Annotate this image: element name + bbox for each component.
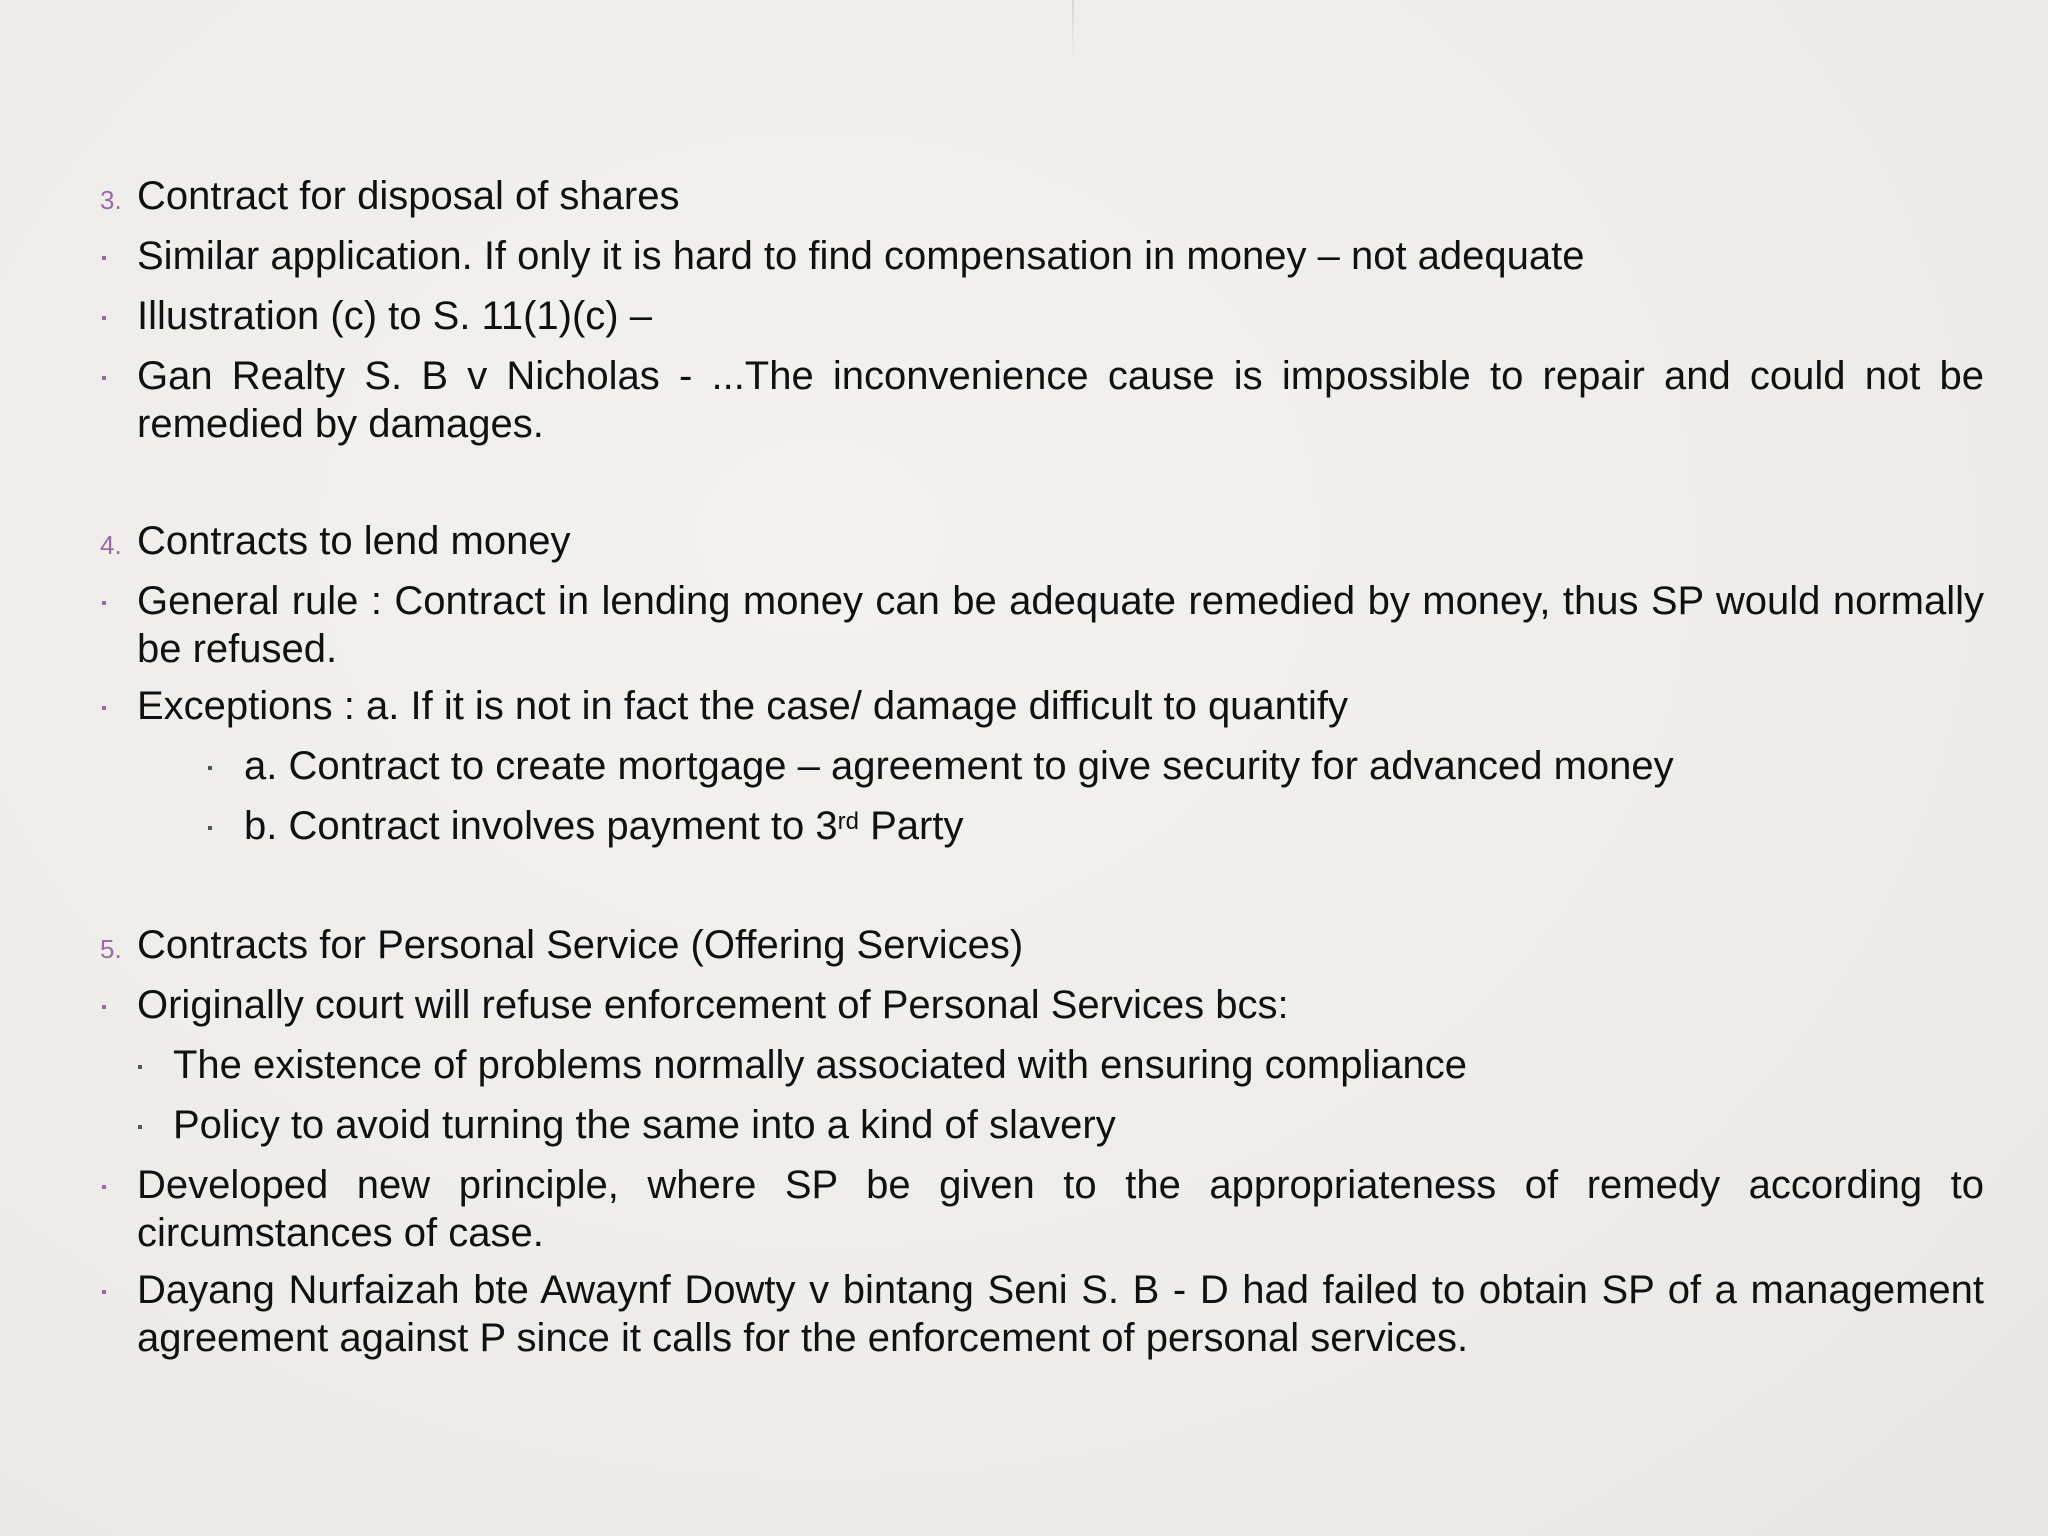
bullet-icon <box>102 706 106 710</box>
bullet-icon <box>102 256 106 260</box>
section-title: Contracts for Personal Service (Offering Services) <box>137 923 1024 967</box>
list-number: 4. <box>100 530 122 560</box>
bullet-text: Exceptions : a. If it is not in fact the case/ damage difficult to quantify <box>137 684 1349 728</box>
sub-bullet-icon <box>208 826 212 830</box>
bullet-text: Originally court will refuse enforcement of Personal Services bcs: <box>137 983 1289 1027</box>
sub-bullet-icon <box>138 1125 142 1129</box>
bullet-icon <box>102 1290 106 1294</box>
sub-bullet-main: b. Contract involves payment to 3 <box>244 804 838 848</box>
sub-bullet-text: a. Contract to create mortgage – agreement to give security for advanced money <box>244 744 1674 788</box>
bullet-text: Similar application. If only it is hard to find compensation in money – not adequate <box>137 234 1585 278</box>
sub-bullet-text <box>244 802 963 850</box>
list-number: 5. <box>100 934 122 964</box>
paper-crease <box>1072 0 1074 60</box>
bullet-text: Dayang Nurfaizah bte Awaynf Dowty v bintang Seni S. B - D had failed to obtain SP of a management agreement against P since it calls for the enforcement of personal services. <box>137 1268 1984 1360</box>
sub-bullet-text: The existence of problems normally associated with ensuring compliance <box>173 1043 1467 1087</box>
sub-bullet-icon <box>208 766 212 770</box>
ordinal-superscript: rd <box>837 808 859 835</box>
bullet-icon <box>102 1005 106 1009</box>
bullet-icon <box>102 1185 106 1189</box>
section-title: Contract for disposal of shares <box>137 174 680 218</box>
list-number: 3. <box>100 185 122 215</box>
bullet-text: Illustration (c) to S. 11(1)(c) – <box>137 294 652 338</box>
bullet-icon <box>102 601 106 605</box>
bullet-text: Gan Realty S. B v Nicholas - ...The inconvenience cause is impossible to repair and could not be remedied by damages. <box>137 354 1984 446</box>
bullet-icon <box>102 316 106 320</box>
bullet-text: Developed new principle, where SP be given to the appropriateness of remedy according to circumstances of case. <box>137 1163 1984 1255</box>
sub-bullet-text: Policy to avoid turning the same into a kind of slavery <box>173 1103 1116 1147</box>
sub-bullet-icon <box>138 1065 142 1069</box>
bullet-text: General rule : Contract in lending money can be adequate remedied by money, thus SP would normally be refused. <box>137 579 1984 671</box>
section-title: Contracts to lend money <box>137 519 571 563</box>
bullet-icon <box>102 376 106 380</box>
sub-bullet-suffix: Party <box>858 804 964 848</box>
